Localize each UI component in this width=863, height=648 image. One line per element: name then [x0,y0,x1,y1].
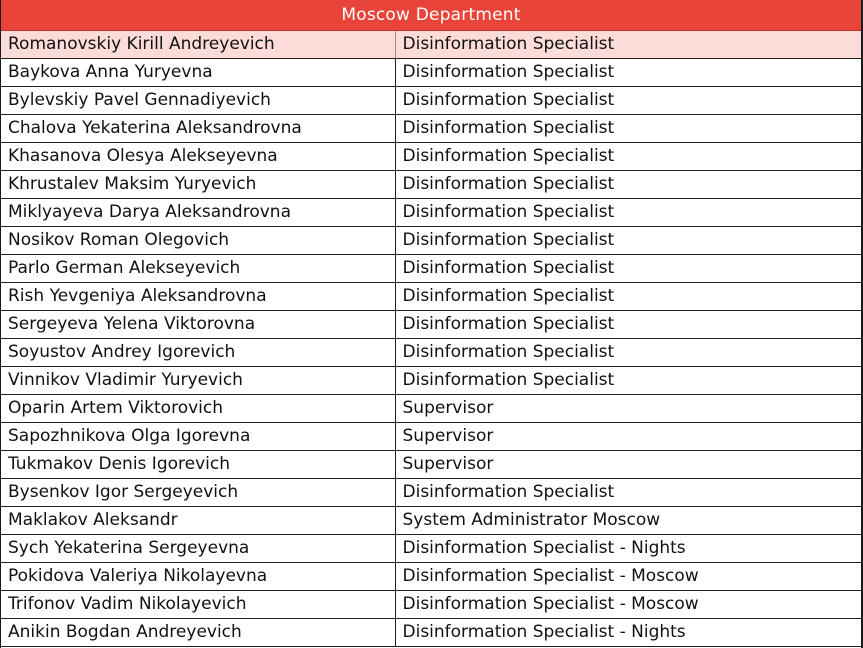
employee-name-cell[interactable]: Chalova Yekaterina Aleksandrovna [1,115,395,143]
employee-role-cell[interactable]: Disinformation Specialist [395,143,861,171]
table-row[interactable] [1,451,861,479]
employee-role-cell[interactable]: Disinformation Specialist [395,31,861,59]
table-row[interactable] [1,507,861,535]
table-row[interactable] [1,395,861,423]
employee-name-cell[interactable]: Khrustalev Maksim Yuryevich [1,171,395,199]
employee-name-cell[interactable]: Sapozhnikova Olga Igorevna [1,423,395,451]
employee-role-cell[interactable]: Disinformation Specialist [395,115,861,143]
employee-name-cell[interactable]: Khasanova Olesya Alekseyevna [1,143,395,171]
employee-name-cell[interactable]: Baykova Anna Yuryevna [1,59,395,87]
employee-role-cell[interactable]: Disinformation Specialist - Nights [395,535,861,563]
employee-role-cell[interactable]: Disinformation Specialist [395,227,861,255]
table-row[interactable] [1,283,861,311]
employee-role-cell[interactable]: Disinformation Specialist [395,87,861,115]
employee-name-cell[interactable]: Trifonov Vadim Nikolayevich [1,591,395,619]
employee-role-cell[interactable]: Disinformation Specialist [395,59,861,87]
table-row[interactable] [1,339,861,367]
employee-role-cell[interactable]: Disinformation Specialist [395,171,861,199]
employee-name-cell[interactable]: Bylevskiy Pavel Gennadiyevich [1,87,395,115]
table-row[interactable] [1,367,861,395]
employee-role-cell[interactable]: Disinformation Specialist [395,339,861,367]
department-header [1,0,861,31]
employee-name-cell[interactable]: Nosikov Roman Olegovich [1,227,395,255]
employee-role-cell[interactable]: Disinformation Specialist [395,255,861,283]
employee-name-cell[interactable]: Rish Yevgeniya Aleksandrovna [1,283,395,311]
employee-name-cell[interactable]: Tukmakov Denis Igorevich [1,451,395,479]
employee-role-cell[interactable]: Disinformation Specialist - Nights [395,619,861,647]
table-row[interactable] [1,563,861,591]
employee-role-cell[interactable]: Supervisor [395,423,861,451]
employee-role-cell[interactable]: Disinformation Specialist [395,283,861,311]
table-row[interactable] [1,311,861,339]
employee-name-cell[interactable]: Sergeyeva Yelena Viktorovna [1,311,395,339]
employee-role-cell[interactable]: Disinformation Specialist - Moscow [395,563,861,591]
employee-role-cell[interactable]: Disinformation Specialist - Moscow [395,591,861,619]
table-row[interactable] [1,255,861,283]
employee-role-cell[interactable]: System Administrator Moscow [395,507,861,535]
table-row[interactable] [1,171,861,199]
department-title: Moscow Department [341,5,521,25]
employee-name-cell[interactable]: Anikin Bogdan Andreyevich [1,619,395,647]
employee-role-cell[interactable]: Supervisor [395,395,861,423]
employee-name-cell[interactable]: Parlo German Alekseyevich [1,255,395,283]
employee-name-cell[interactable]: Pokidova Valeriya Nikolayevna [1,563,395,591]
table-row[interactable] [1,87,861,115]
employee-role-cell[interactable]: Disinformation Specialist [395,367,861,395]
table-row[interactable] [1,227,861,255]
employee-role-cell[interactable]: Disinformation Specialist [395,199,861,227]
table-row[interactable] [1,143,861,171]
employee-name-cell[interactable]: Sych Yekaterina Sergeyevna [1,535,395,563]
table-row[interactable] [1,115,861,143]
table-row[interactable] [1,31,861,59]
employee-name-cell[interactable]: Vinnikov Vladimir Yuryevich [1,367,395,395]
employee-name-cell[interactable]: Bysenkov Igor Sergeyevich [1,479,395,507]
table-row[interactable] [1,535,861,563]
table-row[interactable] [1,59,861,87]
employee-name-cell[interactable]: Oparin Artem Viktorovich [1,395,395,423]
table-row[interactable] [1,199,861,227]
employee-name-cell[interactable]: Romanovskiy Kirill Andreyevich [1,31,395,59]
staff-table [1,31,861,647]
employee-name-cell[interactable]: Maklakov Aleksandr [1,507,395,535]
table-row[interactable] [1,619,861,647]
staff-table-body [1,31,861,647]
table-row[interactable] [1,479,861,507]
employee-role-cell[interactable]: Supervisor [395,451,861,479]
employee-role-cell[interactable]: Disinformation Specialist [395,479,861,507]
employee-name-cell[interactable]: Miklyayeva Darya Aleksandrovna [1,199,395,227]
employee-role-cell[interactable]: Disinformation Specialist [395,311,861,339]
employee-name-cell[interactable]: Soyustov Andrey Igorevich [1,339,395,367]
table-row[interactable] [1,423,861,451]
table-row[interactable] [1,591,861,619]
